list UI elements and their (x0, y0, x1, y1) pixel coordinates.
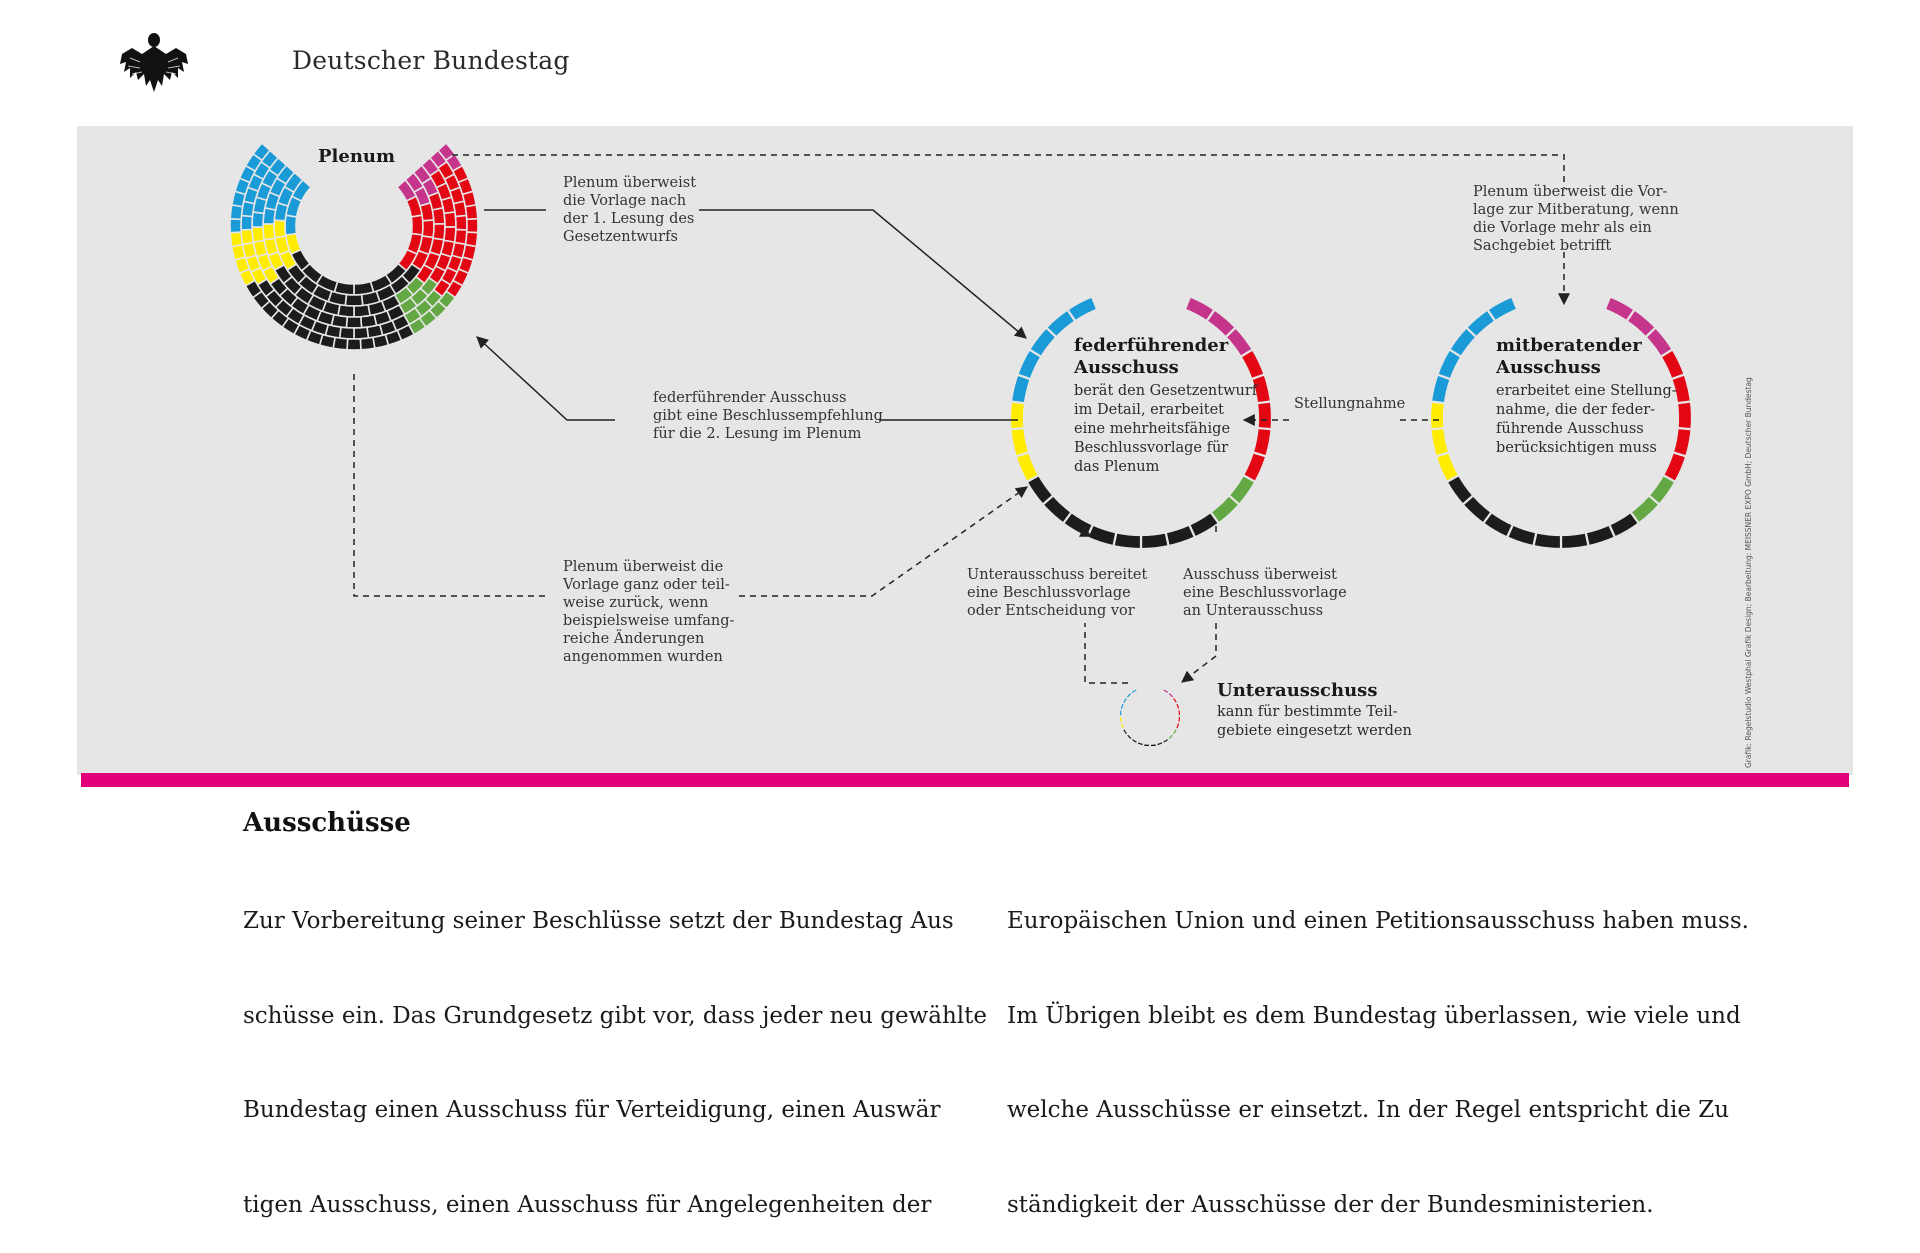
article-col2-line: ständigkeit der Ausschüsse der der Bundesministerien. (1007, 1191, 1654, 1218)
label-plenum-back-6: angenommen wurden (563, 649, 723, 665)
article-col1-line: schüsse ein. Das Grundgesetz gibt vor, dass jeder neu gewählte (243, 1002, 987, 1029)
unterausschuss-ring (1119, 688, 1181, 747)
seat (1067, 297, 1097, 322)
seat (1677, 402, 1692, 430)
seat (444, 212, 456, 227)
federfuehrend-desc-5: das Plenum (1074, 459, 1160, 475)
label-committee-to-unter-2: eine Beschlussvorlage (1183, 585, 1347, 601)
article-col1-line: tigen Ausschuss, einen Ausschuss für Angelegenheiten der (243, 1191, 932, 1218)
label-plenum-to-committee-2: die Vorlage nach (563, 193, 687, 209)
mitberatend-desc-4: berücksichtigen muss (1496, 440, 1657, 456)
seat (373, 335, 388, 349)
seat (1010, 402, 1025, 430)
brand-title: Deutscher Bundestag (292, 46, 570, 75)
label-committee-to-plenum-3: für die 2. Lesung im Plenum (653, 426, 862, 442)
article-title: Ausschüsse (243, 808, 411, 838)
seat (354, 327, 368, 339)
label-plenum-back-5: reiche Änderungen (563, 631, 705, 647)
article-column-1 (243, 843, 987, 1253)
seat (274, 220, 286, 238)
seat (230, 219, 241, 233)
seat (444, 227, 456, 242)
label-stellungnahme: Stellungnahme (1294, 396, 1406, 412)
seat (467, 219, 478, 233)
seat (1177, 709, 1181, 716)
diagram-panel (77, 126, 1853, 775)
seat (232, 245, 246, 260)
label-unter-to-committee-1: Unterausschuss bereitet (967, 567, 1148, 583)
seat (346, 317, 361, 328)
mitberatend-desc-3: führende Ausschuss (1496, 421, 1644, 437)
arrow-unter-to-committee-a (1085, 623, 1128, 683)
seat (456, 215, 467, 229)
mitberatend-desc-1: erarbeitet eine Stellung- (1496, 383, 1677, 399)
seat (1119, 716, 1123, 723)
article-col1-line: Bundestag einen Ausschuss für Verteidigung, einen Auswär (243, 1097, 941, 1123)
label-unter-to-committee-2: eine Beschlussvorlage (967, 585, 1131, 601)
seat (433, 224, 445, 240)
label-committee-to-plenum-2: gibt eine Beschlussempfehlung (653, 408, 883, 424)
seat (241, 215, 252, 229)
seat (230, 232, 242, 246)
label-committee-to-unter-1: Ausschuss überweist (1183, 567, 1338, 583)
seat (1016, 452, 1039, 482)
seat (354, 305, 370, 317)
federfuehrend-desc-2: im Detail, erarbeitet (1074, 402, 1224, 418)
article-col2-line: Europäischen Union und einen Petitionsausschuss haben muss. (1007, 908, 1749, 934)
seat (1150, 743, 1157, 747)
federfuehrend-title-1: federführender (1074, 335, 1229, 356)
label-plenum-to-committee-1: Plenum überweist (563, 175, 697, 191)
accent-bar (81, 773, 1849, 787)
label-plenum-to-committee-4: Gesetzentwurfs (563, 229, 678, 245)
seat (1113, 532, 1141, 549)
seat (340, 327, 354, 339)
seat (1533, 532, 1561, 549)
seat (422, 220, 434, 238)
article-col1-line: Zur Vorbereitung seiner Beschlüsse setzt der Bundestag Aus (243, 908, 954, 934)
seat (1436, 452, 1459, 482)
seat (347, 339, 361, 350)
seat (252, 227, 264, 242)
seat (1430, 402, 1445, 430)
federal-eagle-icon (118, 28, 190, 96)
committee-process-diagram (77, 126, 1853, 775)
seat (465, 205, 477, 219)
label-plenum-back-1: Plenum überweist die (563, 559, 724, 575)
unterausschuss-title: Unterausschuss (1217, 680, 1378, 701)
federfuehrend-desc-1: berät den Gesetzentwurf (1074, 383, 1258, 399)
seat (1010, 428, 1029, 456)
federfuehrend-desc-3: eine mehrheitsfähige (1074, 421, 1231, 437)
seat (345, 295, 363, 306)
plenum-hemicycle (230, 143, 478, 350)
federfuehrend-desc-4: Beschlussvorlage für (1074, 440, 1229, 456)
label-committee-to-plenum-1: federführender Ausschuss (653, 390, 847, 406)
image-credit: Grafik: Regelstudio Westphal Grafik Design; Bearbeitung: MEISSNER EXPO GmbH; Deutscher Bundestag (1744, 377, 1753, 768)
article-column-2 (1007, 843, 1749, 1253)
seat (1561, 532, 1589, 549)
seat (1131, 688, 1138, 694)
label-plenum-to-committee-3: der 1. Lesung des (563, 211, 695, 227)
unterausschuss-desc-1: kann für bestimmte Teil- (1217, 704, 1398, 720)
label-plenum-mitberatung-4: Sachgebiet betrifft (1473, 238, 1612, 254)
article-col2-line: Im Übrigen bleibt es dem Bundestag überlassen, wie viele und (1007, 1002, 1741, 1029)
label-plenum-back-3: weise zurück, wenn (563, 595, 709, 611)
label-plenum-mitberatung-1: Plenum überweist die Vor- (1473, 184, 1668, 200)
mitberatend-desc-2: nahme, die der feder- (1496, 402, 1656, 418)
plenum-title: Plenum (318, 146, 396, 167)
mitberatend-title-1: mitberatender (1496, 335, 1642, 356)
seat (1257, 402, 1272, 430)
seat (411, 215, 423, 235)
seat (1586, 525, 1615, 546)
label-plenum-mitberatung-2: lage zur Mitberatung, wenn (1473, 202, 1679, 218)
article-col2-line: welche Ausschüsse er einsetzt. In der Regel entspricht die Zu (1007, 1097, 1730, 1123)
label-plenum-back-4: beispielsweise umfang- (563, 613, 735, 629)
mitberatend-title-2: Ausschuss (1496, 357, 1601, 378)
arrow-committee-to-plenum-b (477, 337, 615, 420)
federfuehrend-title-2: Ausschuss (1074, 357, 1179, 378)
arrow-plenum-to-committee-b (699, 210, 1026, 338)
unterausschuss-desc-2: gebiete eingesetzt werden (1217, 723, 1412, 739)
label-plenum-mitberatung-3: die Vorlage mehr als ein (1473, 220, 1652, 236)
seat (285, 215, 297, 235)
seat (263, 224, 275, 240)
arrow-plenum-back-a (354, 374, 547, 596)
seat (252, 212, 264, 227)
seat (1141, 532, 1169, 549)
label-unter-to-committee-3: oder Entscheidung vor (967, 603, 1135, 619)
arrow-committee-to-unter-b (1182, 623, 1216, 682)
label-committee-to-unter-3: an Unterausschuss (1183, 603, 1324, 619)
label-plenum-back-2: Vorlage ganz oder teil- (563, 577, 730, 593)
seat (360, 337, 374, 349)
seat (1430, 428, 1449, 456)
seat (1166, 525, 1195, 546)
seat (1487, 297, 1517, 322)
